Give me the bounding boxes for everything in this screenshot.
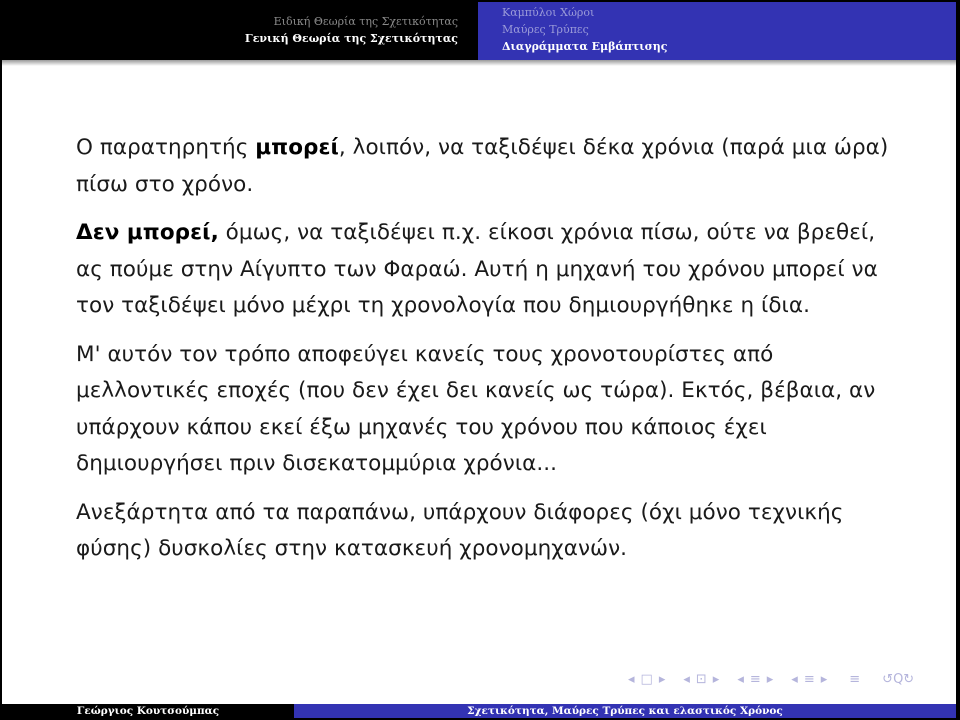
align-icon[interactable]: ≡ bbox=[849, 671, 861, 687]
subsection-navigation bbox=[478, 2, 956, 60]
frame-prev-arrow-icon[interactable]: ◂ bbox=[628, 671, 635, 687]
search-icon[interactable]: ↺Q↻ bbox=[882, 671, 915, 687]
header-bar bbox=[2, 2, 956, 60]
paragraph-1 bbox=[76, 130, 896, 203]
paragraph-2-emphasis: Δεν μπορεί, bbox=[76, 220, 219, 245]
frame-icon[interactable]: □ bbox=[640, 671, 653, 687]
nav-section-special-relativity[interactable]: Ειδική Θεωρία της Σχετικότητας bbox=[273, 15, 458, 28]
footer-author: Γεώργιος Κουτσούμπας bbox=[2, 704, 294, 718]
header-shadow bbox=[2, 60, 956, 66]
section-icon[interactable]: ≡ bbox=[749, 671, 761, 687]
section-next-arrow-icon[interactable]: ▸ bbox=[766, 671, 774, 687]
paragraph-1-text-end: , λοιπόν, να ταξιδέψει δέκα χρόνια (παρά μια ώρα) πίσω στο χρόνο. bbox=[76, 135, 889, 197]
nav-subsection-curved-spaces[interactable]: Καμπύλοι Χώροι bbox=[502, 6, 595, 19]
nav-subsection-embedding-diagrams[interactable]: Διαγράμματα Εμβάπτισης bbox=[502, 40, 668, 53]
footer-title: Σχετικότητα, Μαύρες Τρύπες και ελαστικός Χρόνος bbox=[294, 704, 956, 718]
paragraph-2 bbox=[76, 215, 896, 325]
subsection2-icon[interactable]: ≡ bbox=[803, 671, 815, 687]
frame-next-arrow-icon[interactable]: ▸ bbox=[658, 671, 666, 687]
slide-body bbox=[76, 130, 896, 580]
subsection2-next-arrow-icon[interactable]: ▸ bbox=[820, 671, 828, 687]
section-navigation bbox=[2, 2, 478, 60]
paragraph-1-text-start: Ο παρατηρητής bbox=[76, 135, 256, 160]
footer-bar bbox=[2, 704, 956, 718]
subsection-next-arrow-icon[interactable]: ▸ bbox=[712, 671, 720, 687]
subsection-prev-arrow-icon[interactable]: ◂ bbox=[683, 671, 690, 687]
paragraph-3: Μ' αυτόν τον τρόπο αποφεύγει κανείς τους χρονοτουρίστες από μελλοντικές εποχές (που δεν έχει δει κανείς ως τώρα). Εκτός, βέβαια, αν υπάρχουν κάπου εκεί έξω μηχανές του χρόνου που κάποιος έχει δημιουργήσει πριν δισεκατομμύρια χρόνια... bbox=[76, 341, 876, 476]
paragraph-1-emphasis: μπορεί bbox=[255, 135, 339, 160]
section-prev-arrow-icon[interactable]: ◂ bbox=[737, 671, 744, 687]
paragraph-4: Ανεξάρτητα από τα παραπάνω, υπάρχουν διάφορες (όχι μόνο τεχνικής φύσης) δυσκολίες στην κατασκευή χρονομηχανών. bbox=[76, 499, 844, 561]
subsection2-prev-arrow-icon[interactable]: ◂ bbox=[791, 671, 798, 687]
paragraph-2-text: όμως, να ταξιδέψει π.χ. είκοσι χρόνια πίσω, ούτε να βρεθεί, ας πούμε στην Αίγυπτο των Φαραώ. Αυτή η μηχανή του χρόνου μπορεί να τον ταξιδέψει μόνο μέχρι τη χρονολογία που δημιουργήθηκε η ίδια. bbox=[76, 220, 878, 318]
navigation-symbols bbox=[628, 670, 956, 688]
slide bbox=[2, 2, 956, 718]
subsection-icon[interactable]: ⊡ bbox=[695, 671, 707, 687]
nav-section-general-relativity[interactable]: Γενική Θεωρία της Σχετικότητας bbox=[244, 32, 458, 45]
nav-subsection-black-holes[interactable]: Μαύρες Τρύπες bbox=[502, 23, 589, 36]
